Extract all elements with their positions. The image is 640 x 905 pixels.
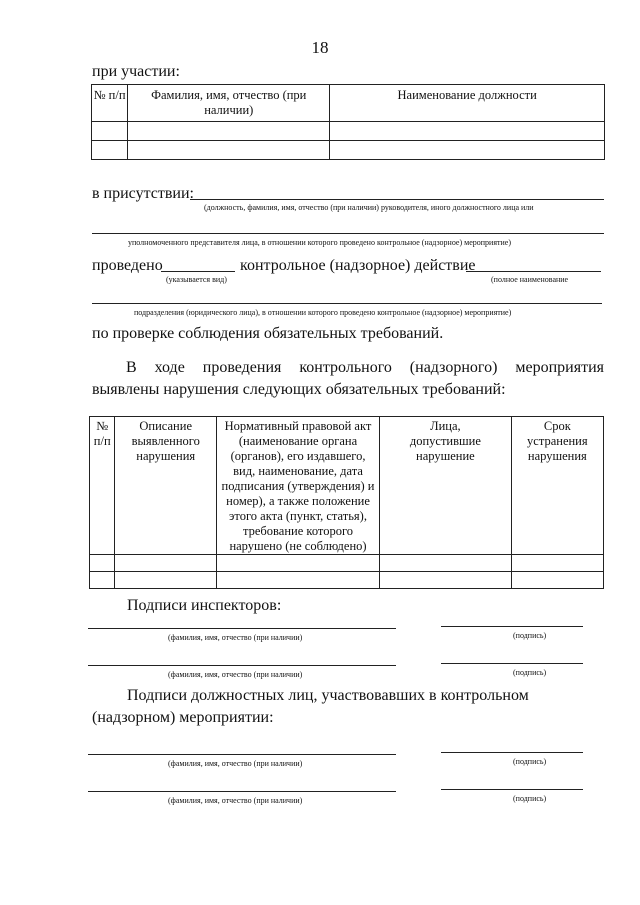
table-cell[interactable] [90,555,115,572]
table-row [92,122,605,141]
conducted-action-text: контрольное (надзорное) действие [240,257,476,274]
participation-header-position: Наименование должности [330,85,605,122]
findings-table [89,416,604,589]
table-row [90,572,604,589]
table-cell[interactable] [511,555,603,572]
presence-input-line-2[interactable] [92,233,604,234]
table-row [92,141,605,160]
findings-header-persons: Лица, допустившие нарушение [380,417,512,555]
inspector-1-name-line[interactable] [88,628,396,629]
conducted-word: проведено [92,257,163,274]
table-cell[interactable] [128,122,330,141]
page-number: 18 [311,38,329,57]
presence-label: в присутствии: [92,185,194,202]
official-1-sign-hint: (подпись) [513,757,547,766]
inspector-2-sign-hint: (подпись) [513,668,547,677]
participation-table [91,84,605,160]
official-2-sign-hint: (подпись) [513,794,547,803]
table-cell[interactable] [90,572,115,589]
conducted-hint-2: подразделения (юридического лица), в отношении которого проведено контрольное (надзорное) мероприятие) [134,308,512,317]
official-2-sign-line[interactable] [441,789,583,790]
findings-header-deadline: Срок устранения нарушения [511,417,603,555]
inspector-2-sign-line[interactable] [441,663,583,664]
findings-header-legal-act: Нормативный правовой акт (наименование органа (органов), его издавшего, вид, наименование, дата подписания (утверждения) и номер), а также положение этого акта (пункт, статья), требование которого нарушено (не соблюдено) [216,417,379,555]
table-cell[interactable] [380,555,512,572]
table-row [90,555,604,572]
table-cell[interactable] [511,572,603,589]
presence-hint-2: уполномоченного представителя лица, в отношении которого проведено контрольное (надзорное) мероприятие) [128,238,511,247]
findings-header-num: № п/п [90,417,115,555]
participation-header-num: № п/п [92,85,128,122]
conducted-kind-line[interactable] [161,271,235,272]
inspector-1-sign-line[interactable] [441,626,583,627]
findings-header-row [90,417,604,555]
inspector-2-name-line[interactable] [88,665,396,666]
participation-header-name: Фамилия, имя, отчество (при наличии) [128,85,330,122]
table-cell[interactable] [115,572,217,589]
participation-header-row [92,85,605,122]
table-cell[interactable] [330,141,605,160]
table-cell[interactable] [380,572,512,589]
table-cell[interactable] [92,141,128,160]
conducted-name-line[interactable] [466,271,601,272]
participation-label: при участии: [92,63,180,80]
official-1-name-line[interactable] [88,754,396,755]
table-cell[interactable] [330,122,605,141]
presence-input-line[interactable] [190,199,604,200]
inspector-1-name-hint: (фамилия, имя, отчество (при наличии) [168,633,303,642]
check-text: по проверке соблюдения обязательных требований. [92,325,444,342]
conducted-input-line-2[interactable] [92,303,602,304]
official-2-name-hint: (фамилия, имя, отчество (при наличии) [168,796,303,805]
table-cell[interactable] [115,555,217,572]
conducted-name-hint: (полное наименование [491,275,569,284]
table-cell[interactable] [92,122,128,141]
table-cell[interactable] [128,141,330,160]
presence-hint-1: (должность, фамилия, имя, отчество (при наличии) руководителя, иного должностного лица или [204,203,534,212]
official-2-name-line[interactable] [88,791,396,792]
inspector-1-sign-hint: (подпись) [513,631,547,640]
findings-paragraph: В ходе проведения контрольного (надзорного) мероприятия выявлены нарушения следующих обязательных требований: [92,359,604,398]
findings-header-description: Описание выявленного нарушения [115,417,217,555]
official-1-name-hint: (фамилия, имя, отчество (при наличии) [168,759,303,768]
inspectors-heading: Подписи инспекторов: [127,597,282,614]
official-1-sign-line[interactable] [441,752,583,753]
table-cell[interactable] [216,555,379,572]
conducted-kind-hint: (указывается вид) [166,275,227,284]
officials-heading: Подписи должностных лиц, участвовавших в контрольном (надзорном) мероприятии: [92,687,529,726]
inspector-2-name-hint: (фамилия, имя, отчество (при наличии) [168,670,303,679]
table-cell[interactable] [216,572,379,589]
